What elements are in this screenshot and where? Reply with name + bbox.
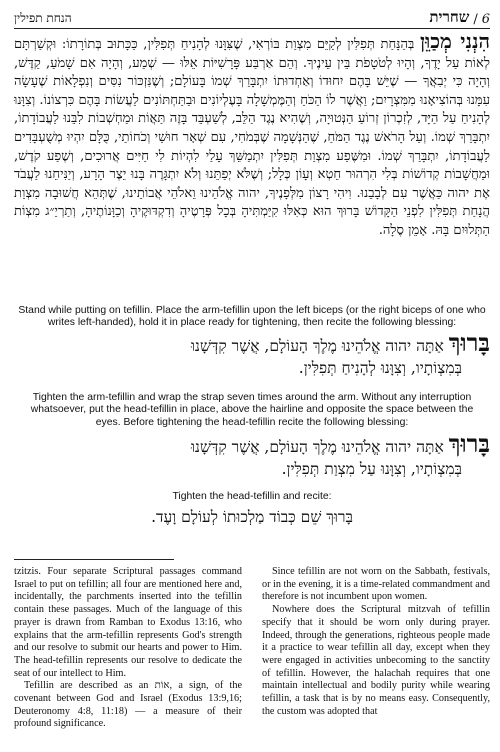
commentary-paragraph: Tefillin are described as an אוֹת, a sign, of the covenant between God and Israel (Exodus 13:9,16; Deuteronomy 4:8, 11:18) — a measure of their profound significance. bbox=[14, 680, 242, 730]
prayer-text: בְּהַנָּחַת תְּפִלִּין לְקַיֵּם מִצְוַת בּוֹרְאִי, שֶׁצִּוָּנוּ לְהָנִיחַ תְּפִלִּין, כַּכָּתוּב בְּתוֹרָתוֹ: וּקְשַׁרְתָּם לְאוֹת עַל יָדֶךָ, וְהָיוּ לְטֹטָפֹת בֵּין עֵינֶיךָ. וְהֵם אַרְבַּע פָּרָשִׁיּוֹת אֵלּוּ — שְׁמַע, וְהָיָה אִם שָׁמֹעַ, קַדֶּשׁ, וְהָיָה כִּי יְבִאֲךָ — שֶׁיֵּשׁ בָּהֶם יִחוּדוֹ וְאַחְדוּתוֹ יִתְבָּרַךְ שְׁמוֹ בָּעוֹלָם; וְשֶׁנִּזְכּוֹר נִסִּים וְנִפְלָאוֹת שֶׁעָשָׂה עִמָּנוּ בְּהוֹצִיאָנוּ מִמִּצְרָיִם; וַאֲשֶׁר לוֹ הַכֹּחַ וְהַמֶּמְשָׁלָה בָּעֶלְיוֹנִים וּבַתַּחְתּוֹנִים לַעֲשׂוֹת בָּהֶם כִּרְצוֹנוֹ. וְצִוָּנוּ לְהָנִיחַ עַל הַיָּד, לְזִכְרוֹן זְרוֹעַ הַנְּטוּיָה, וְשֶׁהִיא נֶגֶד הַלֵּב, לְשַׁעְבֵּד בָּזֶה תַּאֲוֹת וּמַחְשְׁבוֹת לִבֵּנוּ לַעֲבוֹדָתוֹ, יִתְבָּרַךְ שְׁמוֹ. וְעַל הָרֹאשׁ נֶגֶד הַמֹּחַ, שֶׁהַנְּשָׁמָה שֶׁבְּמֹחִי, עִם שְׁאָר חוּשַׁי וְכֹחוֹתַי, כֻּלָּם יִהְיוּ מְשֻׁעְבָּדִים לַעֲבוֹדָתוֹ, יִתְבָּרַךְ שְׁמוֹ. וּמִשֶּׁפַע מִצְוַת תְּפִלִּין יִתְמַשֵּׁךְ עָלַי לִהְיוֹת לִי חַיִּים אֲרוּכִים, וְשֶׁפַע קֹדֶשׁ, וּמַחֲשָׁבוֹת קְדוֹשׁוֹת בְּלִי הִרְהוּר חֵטְא וְעָוֹן כְּלָל; וְשֶׁלֹּא יְפַתֵּנוּ וְלֹא יִתְגָּרֶה בָּנוּ יֵצֶר הָרָע, וְיַנִּיחֵנוּ לַעֲבֹד אֶת יהוה כַּאֲשֶׁר עִם לְבָבֵנוּ. וִיהִי רָצוֹן מִלְּפָנֶיךָ, יהוה אֱלֹהֵינוּ וֵאלֹהֵי אֲבוֹתֵינוּ, שֶׁתְּהֵא חֲשׁוּבָה מִצְוַת הֲנָחַת תְּפִלִּין לִפְנֵי הַקָּדוֹשׁ בָּרוּךְ הוּא כְּאִלּוּ קִיַּמְתִּיהָ בְּכָל פְּרָטֶיהָ וְדִקְדּוּקֶיהָ וְכַוָּנוֹתֶיהָ, וְתַרְיַ״ג מִצְוֹת הַתְּלוּיִם בָּהּ. אָמֵן סֶלָה. bbox=[14, 37, 490, 238]
running-head bbox=[429, 8, 490, 28]
commentary-column-right bbox=[262, 566, 490, 746]
meditation-prayer bbox=[14, 29, 490, 241]
blessing-line-1 bbox=[14, 429, 490, 458]
blessing-head-tefillin bbox=[14, 429, 490, 480]
section-title: הנחת תפילין bbox=[14, 11, 72, 25]
commentary-paragraph: Since tefillin are not worn on the Sabbath, festivals, or in the evening, it is a time-related commandment and therefore is not incumbent upon women. bbox=[262, 566, 490, 603]
blessing-lead-word: בָּרוּךְ bbox=[448, 328, 490, 357]
header-separator: / bbox=[473, 12, 478, 27]
instruction-arm-tefillin: Stand while putting on tefillin. Place the arm-tefillin upon the left biceps (or the right biceps of one who writes left-handed), hold it in place ready for tightening, then recite the following blessing: bbox=[18, 305, 486, 329]
blessing-baruch-shem: בָּרוּךְ שֵׁם כְּבוֹד מַלְכוּתוֹ לְעוֹלָם וָעֶד. bbox=[151, 508, 353, 526]
blessing-arm-tefillin bbox=[14, 328, 490, 379]
prayer-book-page bbox=[14, 6, 490, 746]
instruction-tighten-head: Tighten the head-tefillin and recite: bbox=[172, 491, 332, 502]
blessing-line-2: בְּמִצְוֹתָיו, וְצִוָּנוּ עַל מִצְוַת תְּפִלִּין. bbox=[281, 460, 462, 478]
commentary-column-left bbox=[14, 566, 242, 746]
page-number: 6 bbox=[481, 12, 490, 27]
service-title: שחרית bbox=[429, 8, 470, 26]
commentary bbox=[14, 566, 490, 746]
prayer-lead-words: הִנְנִי מְכַוֵּן bbox=[419, 29, 490, 53]
blessing-line-1 bbox=[14, 328, 490, 357]
blessing-line-2: בְּמִצְוֹתָיו, וְצִוָּנוּ לְהָנִיחַ תְּפִלִּין. bbox=[298, 359, 462, 377]
instruction-head-tefillin: Tighten the arm-tefillin and wrap the strap seven times around the arm. Without any interruption whatsoever, put the head-tefillin in place, above the hairline and opposite the space between the eyes. Before tightening the head-tefillin recite the following blessing: bbox=[30, 392, 474, 428]
blessing-text: אַתָּה יהוה אֱלֹהֵינוּ מֶלֶךְ הָעוֹלָם, אֲשֶׁר קִדְּשָׁנוּ bbox=[190, 438, 444, 456]
page-header bbox=[14, 6, 490, 29]
commentary-paragraph: tzitzis. Four separate Scriptural passages command Israel to put on tefillin; all four are mentioned here and, incidentally, the parchments inserted into the tefillin contain these passages. Much of the language of this prayer is drawn from Ramban to Exodus 13:16, who explains that the arm-tefillin represents God's strength and our resolve to submit our hearts and power to Him. The head-tefillin represents our resolve to dedicate the seat of our intellect to Him. bbox=[14, 566, 242, 679]
blessing-text: אַתָּה יהוה אֱלֹהֵינוּ מֶלֶךְ הָעוֹלָם, אֲשֶׁר קִדְּשָׁנוּ bbox=[190, 337, 444, 355]
blessing-lead-word: בָּרוּךְ bbox=[448, 429, 490, 458]
commentary-paragraph: Nowhere does the Scriptural mitzvah of tefillin specify that it should be worn only during prayer. Indeed, through the generations, righteous people made it a practice to wear tefillin all day, except when they were engaged in activities unbecoming to the sanctity of tefillin. However, the halachah requires that one maintain intellectual and bodily purity while wearing tefillin, a task that is by no means easy. Consequently, the custom was adopted that bbox=[262, 604, 490, 717]
commentary-divider bbox=[14, 559, 174, 560]
